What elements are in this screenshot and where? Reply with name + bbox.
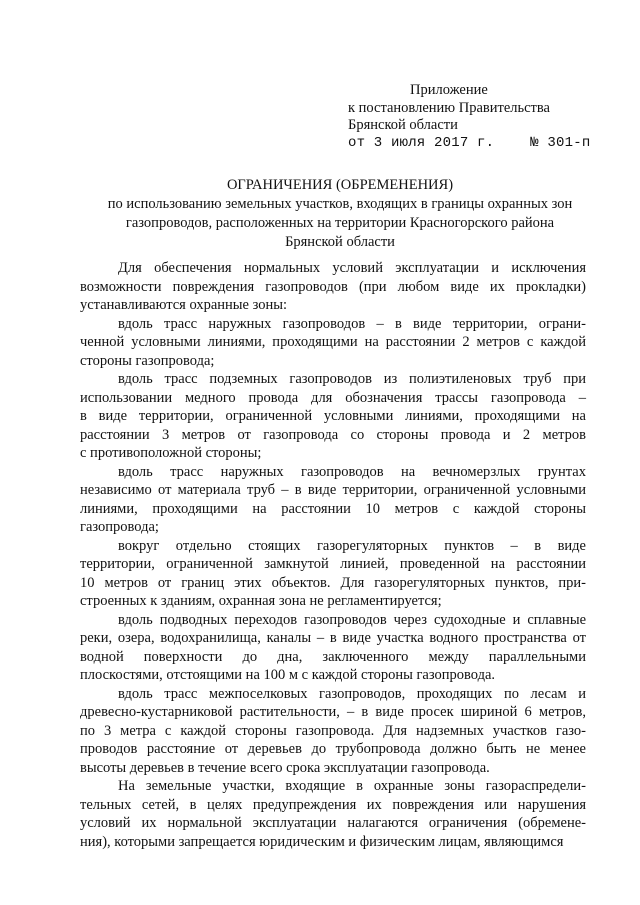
paragraph-line: территории, ограниченной замкнутой линией, проведенной на расстоянии [80, 556, 586, 572]
paragraph-line: ния), которыми запрещается юридическим и физическим лицам, являющимся [80, 833, 564, 850]
paragraph-line: газопровода; [80, 519, 159, 535]
paragraph [80, 611, 586, 685]
paragraph-line: строенных к зданиям, охранная зона не регламентируется; [80, 593, 442, 609]
paragraph-line: На земельные участки, входящие в охранные зоны газораспредели- [118, 778, 586, 794]
paragraph-line: древесно-кустарниковой растительности, – в виде просек шириной 6 метров, [80, 704, 586, 720]
paragraph [80, 315, 586, 371]
paragraph-line: вокруг отдельно стоящих газорегуляторных пунктов – в виде [118, 537, 586, 554]
paragraph-line: проводов расстояние от деревьев до трубопровода должно быть не менее [80, 741, 586, 757]
document-title: ОГРАНИЧЕНИЯ (ОБРЕМЕНЕНИЯ) [226, 177, 454, 193]
paragraph-line: в виде территории, ограниченной условными линиями, проходящими на [80, 408, 586, 424]
paragraph-line: Для обеспечения нормальных условий эксплуатации и исключения [118, 260, 586, 276]
paragraph-line: расстоянии 3 метров от газопровода со стороны провода и 2 метров [80, 426, 586, 443]
paragraph-line: вдоль трасс наружных газопроводов на вечномерзлых грунтах [118, 463, 586, 480]
paragraph [80, 259, 586, 315]
paragraph-line: вдоль трасс межпоселковых газопроводов, проходящих по лесам и [118, 685, 586, 702]
paragraph-line: устанавливаются охранные зоны: [80, 297, 288, 313]
document-subtitle-line-3: Брянской области [285, 234, 395, 250]
paragraph [80, 537, 586, 611]
appendix-line-2: Брянской области [348, 117, 458, 133]
paragraph-line: с противоположной стороны; [80, 445, 262, 461]
paragraph [80, 685, 586, 778]
paragraph [80, 370, 586, 463]
appendix-title: Приложение [410, 82, 488, 98]
document-body [80, 259, 586, 851]
paragraph-line: ченной условными линиями, проходящими на расстоянии 2 метров с каждой [80, 334, 586, 350]
paragraph [80, 463, 586, 537]
document-subtitle-line-1: по использованию земельных участков, входящих в границы охранных зон [107, 196, 573, 212]
paragraph-line: стороны газопровода; [80, 352, 215, 369]
paragraph-line: вдоль подводных переходов газопроводов через судоходные и сплавные [118, 611, 586, 628]
document-subtitle-line-2: газопроводов, расположенных на территории Красногорского района [125, 215, 555, 231]
appendix-date-line [348, 135, 590, 153]
paragraph-line: линиями, проходящими на расстоянии 10 метров с каждой стороны [80, 500, 586, 517]
paragraph-line: 10 метров от границ этих объектов. Для газорегуляторных пунктов, при- [80, 574, 586, 591]
paragraph-line: по 3 метра с каждой стороны газопровода. Для надземных участков газо- [80, 722, 586, 739]
appendix-date: от 3 июля 2017 г. [348, 134, 495, 151]
paragraph-line: водной поверхности до дна, заключенного между параллельными [80, 648, 586, 665]
paragraph-line: условий их нормальной эксплуатации налагаются ограничения (обремене- [80, 815, 586, 831]
appendix-number: № 301-п [530, 134, 591, 151]
appendix-block [348, 82, 590, 152]
paragraph [80, 777, 586, 851]
paragraph-line: вдоль трасс наружных газопроводов – в виде территории, ограни- [118, 315, 586, 332]
paragraph-line: возможности повреждения газопроводов (при любом виде их прокладки) [80, 278, 586, 295]
paragraph-line: высоты деревьев в течение всего срока эксплуатации газопровода. [80, 759, 490, 776]
paragraph-line: реки, озера, водохранилища, каналы – в виде участка водного пространства от [80, 630, 586, 646]
paragraph-line: вдоль трасс подземных газопроводов из полиэтиленовых труб при [118, 371, 586, 387]
paragraph-line: плоскостями, отстоящими на 100 м с каждой стороны газопровода. [80, 667, 496, 683]
appendix-line-1: к постановлению Правительства [348, 99, 550, 116]
document-heading [60, 176, 620, 252]
paragraph-line: использовании медного провода для обозначения трассы газопровода – [80, 389, 586, 406]
paragraph-line: тельных сетей, в целях предупреждения их повреждения или нарушения [80, 796, 586, 813]
paragraph-line: независимо от материала труб – в виде территории, ограниченной условными [80, 482, 586, 498]
